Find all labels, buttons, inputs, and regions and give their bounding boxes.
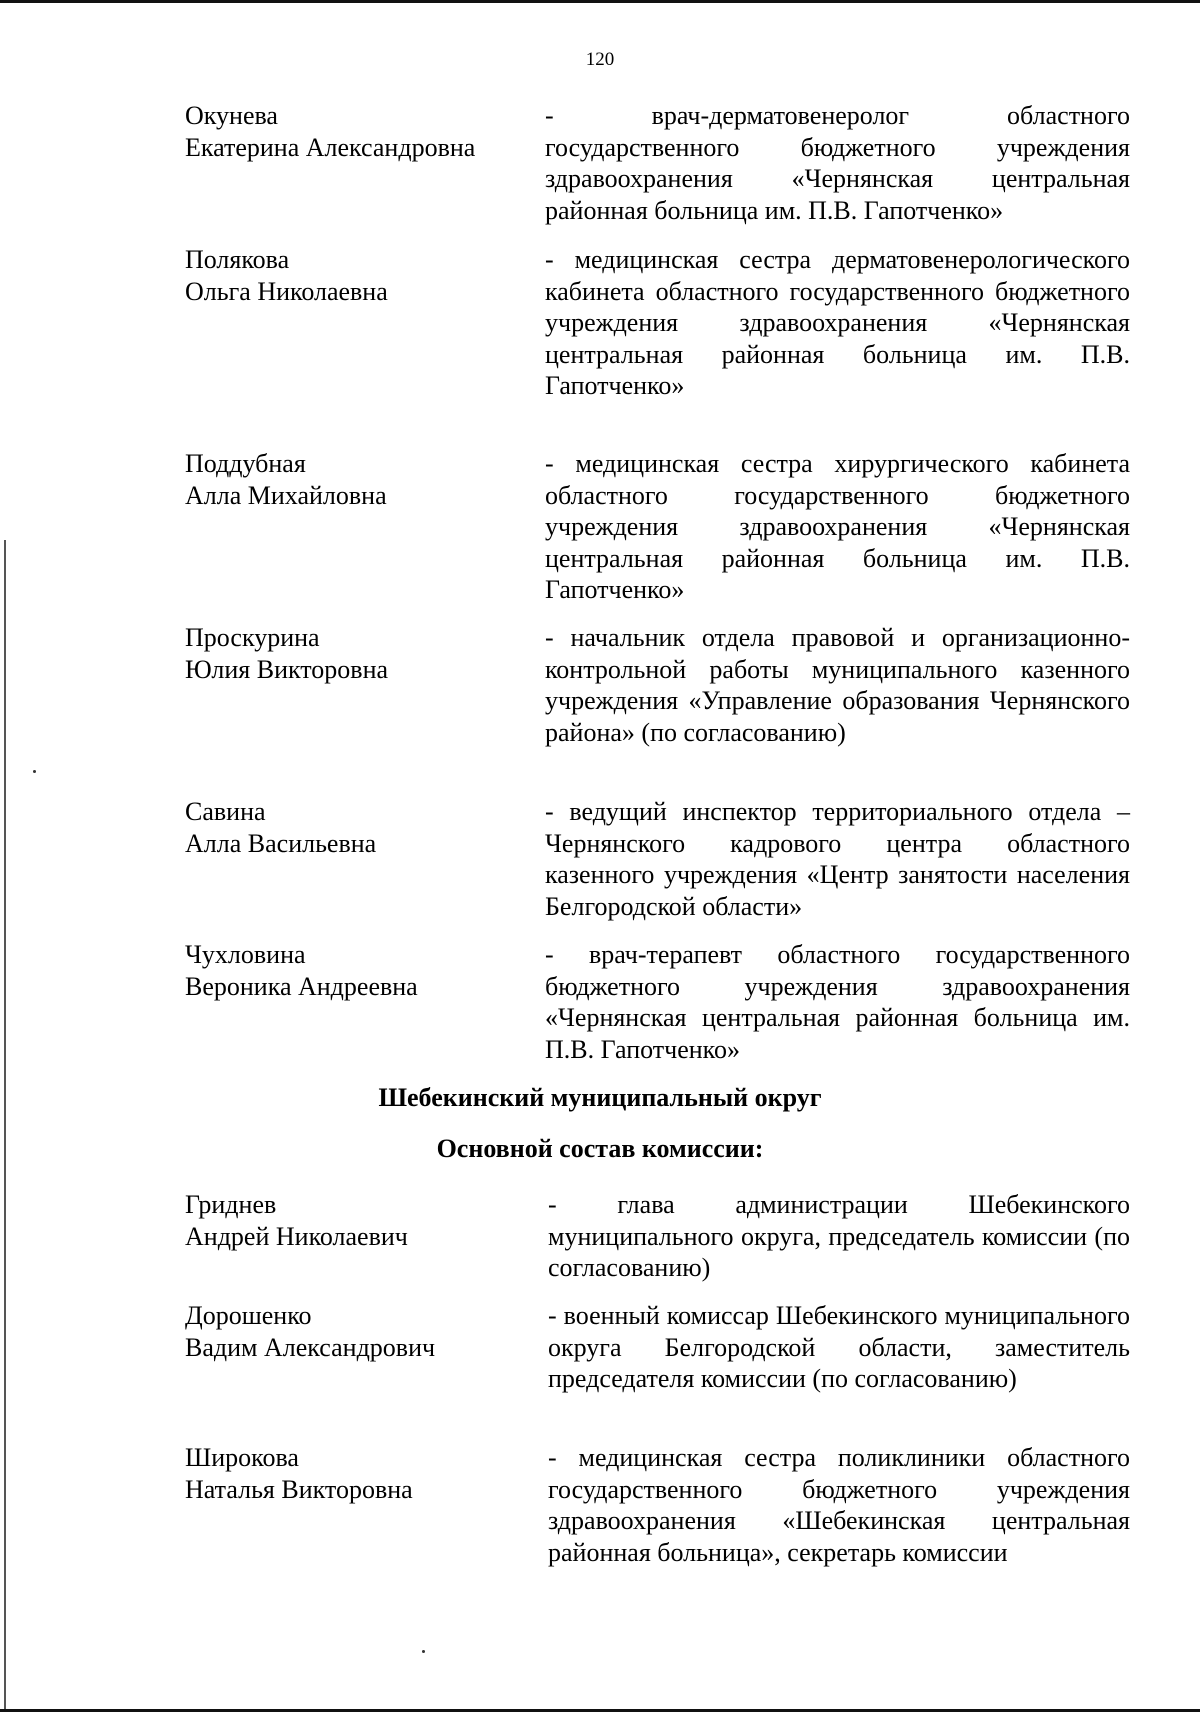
member-position: - медицинская сестра поликлиники областного государственного бюджетного учреждения здравоохранения «Шебекинская центральная районная больница», секретарь комиссии: [548, 1443, 1130, 1567]
scan-border-left: [4, 540, 6, 1710]
member-surname: Чухловина: [185, 940, 306, 969]
member-position: - военный комиссар Шебекинского муниципального округа Белгородской области, заместитель председателя комиссии (по согласованию): [548, 1301, 1130, 1393]
member-name: [185, 448, 515, 511]
member-given-names: Ольга Николаевна: [185, 276, 388, 306]
member-position: - врач-терапевт областного государственного бюджетного учреждения здравоохранения «Чернянская центральная районная больница им. П.В. Гапотченко»: [545, 940, 1130, 1064]
member-given-names: Вадим Александрович: [185, 1332, 436, 1362]
member-position: - медицинская сестра дерматовенерологического кабинета областного государственного бюджетного учреждения здравоохранения «Чернянская центральная районная больница им. П.В. Гапотченко»: [545, 245, 1130, 400]
member-surname: Савина: [185, 797, 266, 826]
member-surname: Окунева: [185, 101, 278, 130]
member-name: [185, 100, 515, 163]
member-name: [185, 796, 515, 859]
member-surname: Гриднев: [185, 1190, 277, 1219]
member-name: [185, 1300, 515, 1363]
member-position: - врач-дерматовенеролог областного государственного бюджетного учреждения здравоохранения «Чернянская центральная районная больница им. П.В. Гапотченко»: [545, 101, 1130, 225]
member-given-names: Наталья Викторовна: [185, 1474, 413, 1504]
member-surname: Полякова: [185, 245, 290, 274]
member-surname: Поддубная: [185, 449, 306, 478]
member-given-names: Алла Васильевна: [185, 828, 377, 858]
member-position: - глава администрации Шебекинского муниципального округа, председатель комиссии (по согласованию): [548, 1190, 1130, 1282]
section-title: Шебекинский муниципальный округ: [378, 1083, 822, 1112]
member-name: [185, 1189, 515, 1252]
member-surname: Проскурина: [185, 623, 320, 652]
member-surname: Широкова: [185, 1443, 299, 1472]
member-name: [185, 939, 515, 1002]
page-number: 120: [585, 49, 615, 70]
scan-speck: [33, 770, 36, 773]
member-name: [185, 1442, 515, 1505]
member-given-names: Екатерина Александровна: [185, 132, 476, 162]
member-given-names: Юлия Викторовна: [185, 654, 389, 684]
member-position: - ведущий инспектор территориального отдела – Чернянского кадрового центра областного казенного учреждения «Центр занятости населения Белгородской области»: [545, 797, 1130, 921]
scan-speck: [422, 1650, 425, 1653]
section-subtitle: Основной состав комиссии:: [436, 1134, 764, 1163]
member-name: [185, 622, 515, 685]
member-given-names: Вероника Андреевна: [185, 971, 418, 1001]
member-given-names: Алла Михайловна: [185, 480, 387, 510]
member-surname: Дорошенко: [185, 1301, 312, 1330]
member-position: - начальник отдела правовой и организационно-контрольной работы муниципального казенного учреждения «Управление образования Чернянского района» (по согласованию): [545, 623, 1130, 747]
scan-border-top: [0, 0, 1200, 3]
member-given-names: Андрей Николаевич: [185, 1221, 408, 1251]
member-name: [185, 244, 515, 307]
member-position: - медицинская сестра хирургического кабинета областного государственного бюджетного учреждения здравоохранения «Чернянская центральная районная больница им. П.В. Гапотченко»: [545, 449, 1130, 604]
scan-border-bottom: [0, 1709, 1200, 1712]
